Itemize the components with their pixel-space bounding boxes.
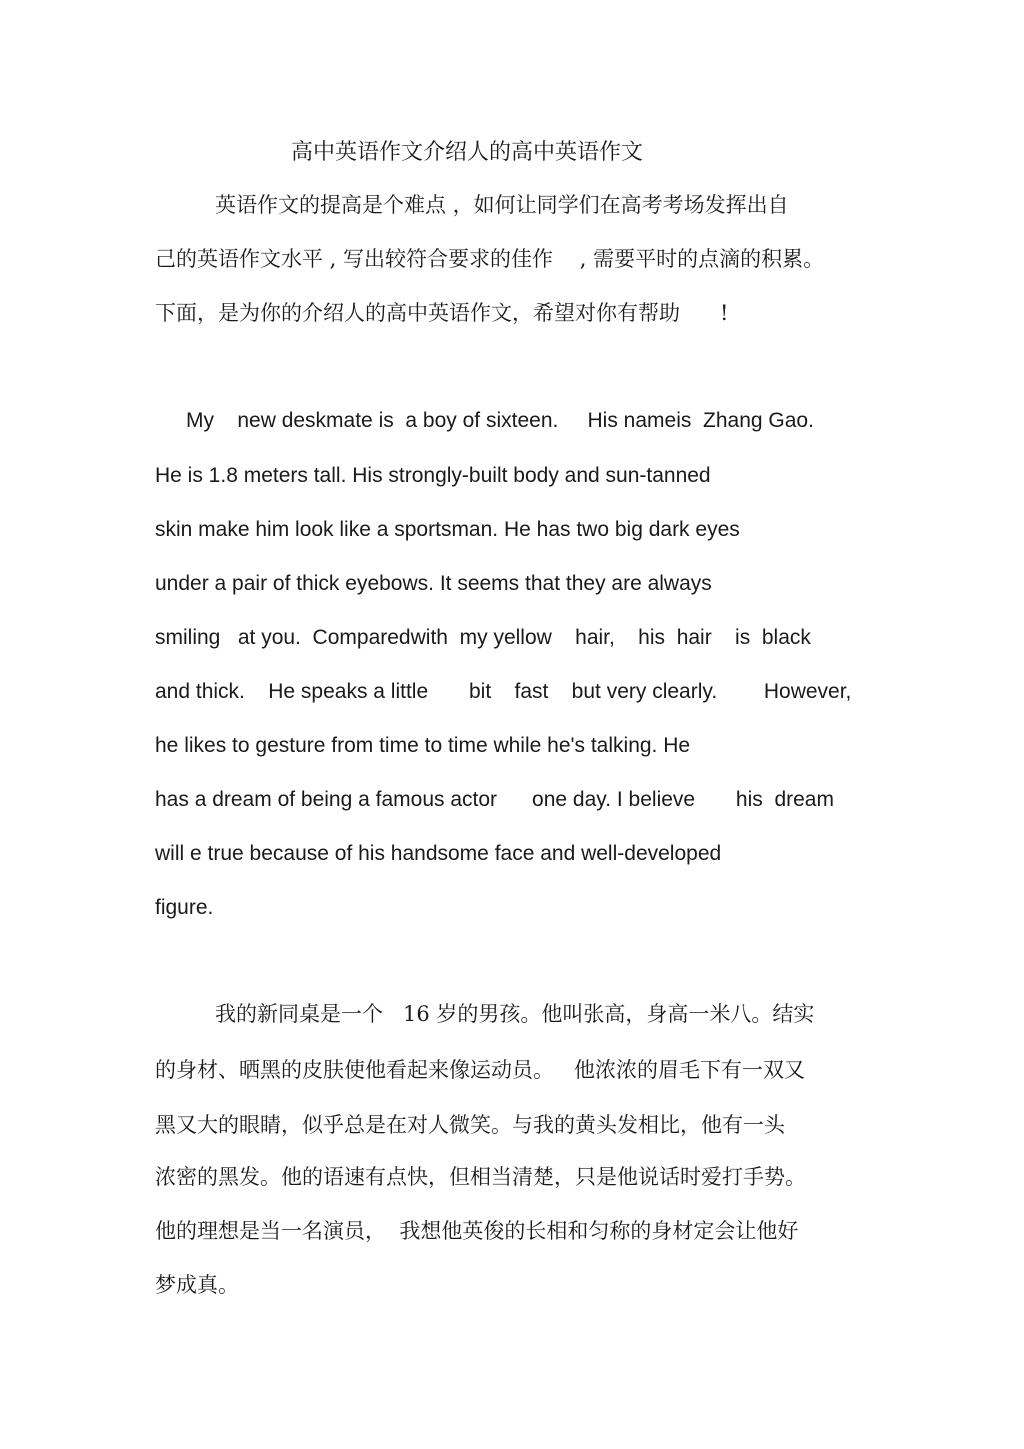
essay-line: He is 1.8 meters tall. His strongly-built body and sun-tanned (155, 464, 711, 487)
translation-line: 浓密的黑发。他的语速有点快，但相当清楚，只是他说话时爱打手势。 (155, 1165, 806, 1189)
essay-line: and thick. He speaks a little bit fast but very clearly. However, (155, 680, 852, 703)
essay-line: under a pair of thick eyebows. It seems that they are always (155, 572, 712, 595)
essay-line: will e true because of his handsome face and well-developed (155, 842, 722, 865)
essay-line: he likes to gesture from time to time while he's talking. He (155, 734, 691, 757)
essay-line: figure. (155, 896, 214, 919)
translation-line: 梦成真。 (155, 1273, 239, 1297)
translation-line: 黑又大的眼睛，似乎总是在对人微笑。与我的黄头发相比，他有一头 (155, 1113, 785, 1137)
intro-line: 下面，是为你的介绍人的高中英语作文，希望对你有帮助 ! (155, 301, 729, 325)
translation-line: 我的新同桌是一个 16 岁的男孩。他叫张高，身高一米八。结实 (215, 1002, 815, 1026)
translation-line: 的身材、晒黑的皮肤使他看起来像运动员。 他浓浓的眉毛下有一双又 (155, 1058, 806, 1082)
document-title: 高中英语作文介绍人的高中英语作文 (291, 140, 644, 165)
essay-line: has a dream of being a famous actor one day. I believe his dream (155, 788, 834, 811)
essay-line: smiling at you. Comparedwith my yellow hair, his hair is black (155, 626, 811, 649)
essay-line: skin make him look like a sportsman. He has two big dark eyes (155, 518, 740, 541)
intro-line: 己的英语作文水平 , 写出较符合要求的佳作 , 需要平时的点滴的积累。 (155, 247, 825, 271)
essay-line: My new deskmate is a boy of sixteen. His nameis Zhang Gao. (186, 409, 814, 432)
translation-line: 他的理想是当一名演员， 我想他英俊的长相和匀称的身材定会让他好 (155, 1219, 799, 1243)
intro-line: 英语作文的提高是个难点 ，如何让同学们在高考考场发挥出自 (215, 193, 789, 217)
